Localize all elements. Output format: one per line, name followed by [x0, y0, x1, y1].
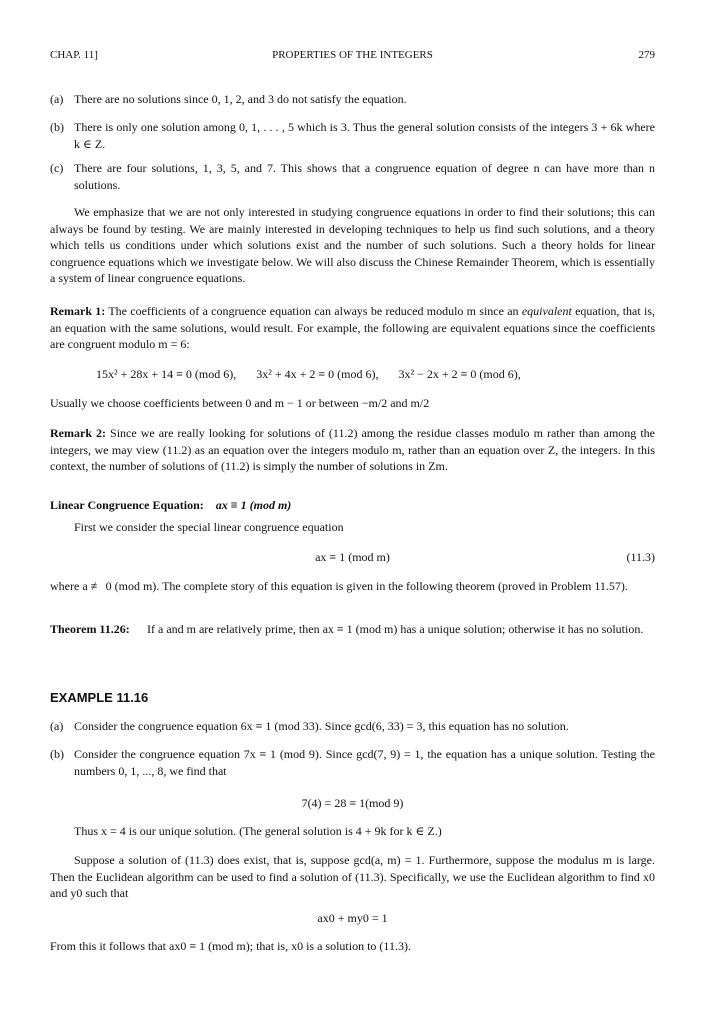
theorem-text: If a and m are relatively prime, then ax ≡ 1 (mod m) has a unique solution; otherwise it has no solution.: [147, 622, 644, 636]
item-text: There is only one solution among 0, 1, . . . , 5 which is 3. Thus the general solution consists of the integers 3 + 6k where k ∈ Z.: [74, 120, 655, 151]
paragraph-suppose: Suppose a solution of (11.3) does exist, that is, suppose gcd(a, m) = 1. Furthermore, suppose the modulus m is large. Then the Euclidean algorithm can be used to find a solution of (11.3). Specifically, we use the Euclidean algorithm to find x0 and y0 such that: [50, 853, 655, 900]
section-heading-equation: ax ≡ 1 (mod m): [215, 498, 292, 512]
equation: 15x² + 28x + 14 ≡ 0 (mod 6),: [96, 367, 237, 381]
example-title: EXAMPLE 11.16: [50, 690, 149, 705]
remark-1-text-after: equation, that is, an equation with the same solutions, would result. For example, the following are equivalent equations since the coefficients are congruent modulo m = 6:: [50, 304, 655, 351]
remark-1-after: Usually we choose coefficients between 0 and m − 1 or between −m/2 and m/2: [50, 396, 430, 410]
item-text: Consider the congruence equation 6x ≡ 1 (mod 33). Since gcd(6, 33) = 3, this equation has no solution.: [74, 719, 569, 733]
item-label: (c): [50, 161, 64, 175]
example-equation: 7(4) = 28 ≡ 1(mod 9): [301, 796, 404, 810]
equation: 3x² − 2x + 2 ≡ 0 (mod 6),: [398, 367, 521, 381]
item-label: (a): [50, 92, 64, 106]
list-item-c: [50, 160, 655, 193]
list-item-a: [50, 91, 655, 108]
item-label: (b): [50, 120, 64, 134]
remark-1: [50, 303, 655, 353]
remark-1-text-before: The coefficients of a congruence equation can always be reduced modulo m since an: [108, 304, 519, 318]
theorem-label: Theorem 11.26:: [50, 622, 130, 636]
example-thus-text: Thus x = 4 is our unique solution. (The general solution is 4 + 9k for k ∈ Z.): [74, 824, 442, 838]
page-number: 279: [638, 49, 655, 61]
item-label: (a): [50, 719, 64, 733]
item-text: There are no solutions since 0, 1, 2, and 3 do not satisfy the equation.: [74, 92, 407, 106]
remark-2: [50, 425, 655, 475]
running-header: [50, 47, 655, 63]
example-item-b: [50, 746, 655, 779]
chapter-label: CHAP. 11]: [50, 49, 98, 61]
remark-2-label: Remark 2:: [50, 426, 107, 440]
equation-11-3: [50, 549, 655, 566]
final-line: From this it follows that ax0 ≡ 1 (mod m); that is, x0 is a solution to (11.3).: [50, 939, 411, 953]
remark-1-emphasis: equivalent: [521, 304, 572, 318]
header-title: PROPERTIES OF THE INTEGERS: [272, 49, 433, 61]
remark-1-label: Remark 1:: [50, 304, 106, 318]
example-item-a: [50, 718, 655, 735]
item-text: Consider the congruence equation 7x ≡ 1 (mod 9). Since gcd(7, 9) = 1, the equation has a unique solution. Testing the numbers 0, 1, ..., 8, we find that: [74, 747, 655, 778]
section-heading-label: Linear Congruence Equation:: [50, 498, 204, 512]
item-label: (b): [50, 747, 64, 761]
example-thus: [50, 823, 655, 840]
equation-text: ax ≡ 1 (mod m): [315, 550, 390, 564]
equation-number: (11.3): [626, 550, 655, 564]
item-text: There are four solutions, 1, 3, 5, and 7. This shows that a congruence equation of degree n can have more than n solutions.: [74, 161, 655, 192]
paragraph-emphasize: We emphasize that we are not only interested in studying congruence equations in order to find their solutions; this can always be found by testing. We are mainly interested in developing techniques to help us find such solutions, and a theory which tells us conditions under which solutions exist and the number of such solutions. Such a theory holds for linear congruence equations which we investigate below. We will also discuss the Chinese Remainder Theorem, which is essentially a system of linear congruence equations.: [50, 205, 655, 285]
where-paragraph: where a ≢ 0 (mod m). The complete story of this equation is given in the following theorem (proved in Problem 11.57).: [50, 579, 628, 593]
remark-1-equations: [96, 366, 656, 383]
remark-2-text: Since we are really looking for solutions of (11.2) among the residue classes modulo m rather than among the integers, we may view (11.2) as an equation over the integers modulo m, rather than an equation over Z, the integers. In this context, the number of solutions of (11.2) is simply the number of solutions in Zm.: [50, 426, 655, 473]
euclid-equation: ax0 + my0 = 1: [317, 911, 388, 925]
theorem-11-26: [50, 621, 655, 638]
equation: 3x² + 4x + 2 ≡ 0 (mod 6),: [256, 367, 379, 381]
section-heading: [50, 497, 655, 514]
section-intro: First we consider the special linear congruence equation: [74, 520, 344, 534]
list-item-b: [50, 119, 655, 152]
